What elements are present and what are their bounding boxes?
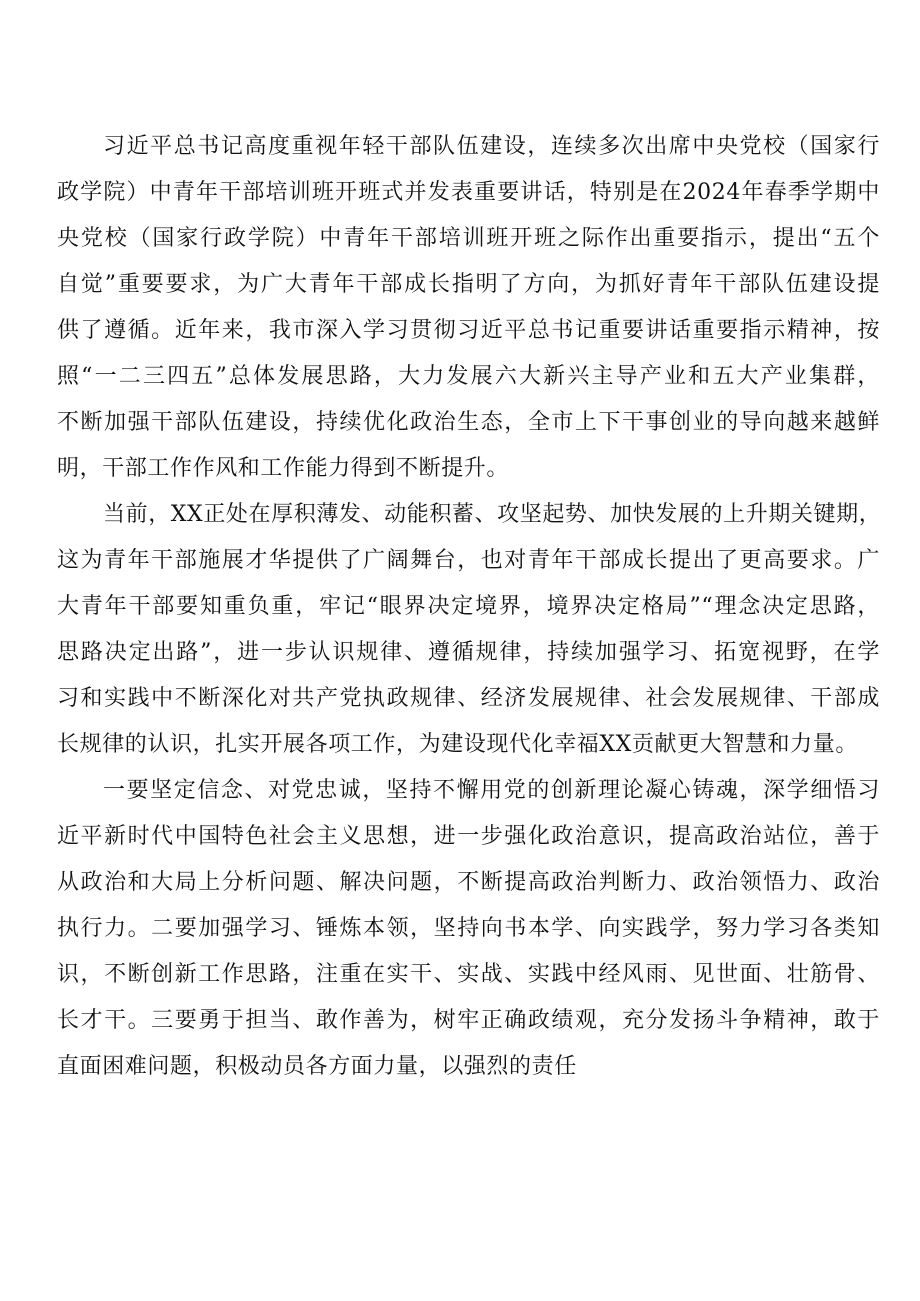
paragraph-2-line-4: 思路决定出路”，进一步认识规律、遵循规律，持续加强学习、拓宽视野，在学 xyxy=(57,640,880,665)
paragraph-1-line-1: 习近平总书记高度重视年轻干部队伍建设，连续多次出席中央党校（国家行 xyxy=(103,134,880,159)
paragraph-2-line-5: 习和实践中不断深化对共产党执政规律、经济发展规律、社会发展规律、干部成 xyxy=(57,686,880,711)
paragraph-1-line-6: 照“一二三四五”总体发展思路，大力发展六大新兴主导产业和五大产业集群， xyxy=(57,364,880,389)
paragraph-1-line-4: 自觉”重要要求，为广大青年干部成长指明了方向，为抓好青年干部队伍建设提 xyxy=(57,272,880,297)
document-body xyxy=(57,124,880,1090)
paragraph-1-line-3: 央党校（国家行政学院）中青年干部培训班开班之际作出重要指示，提出“五个 xyxy=(57,226,880,251)
paragraph-3-line-6: 长才干。三要勇于担当、敢作善为，树牢正确政绩观，充分发扬斗争精神，敢于 xyxy=(57,1008,880,1033)
paragraph-3-line-2: 近平新时代中国特色社会主义思想，进一步强化政治意识，提高政治站位，善于 xyxy=(57,824,880,849)
paragraph-1-line-8: 明，干部工作作风和工作能力得到不断提升。 xyxy=(57,456,510,481)
paragraph-3-line-1: 一要坚定信念、对党忠诚，坚持不懈用党的创新理论凝心铸魂，深学细悟习 xyxy=(103,778,880,803)
paragraph-2-line-1: 当前，XX正处在厚积薄发、动能积蓄、攻坚起势、加快发展的上升期关键期， xyxy=(103,502,882,527)
paragraph-3-line-4: 执行力。二要加强学习、锤炼本领，坚持向书本学、向实践学，努力学习各类知 xyxy=(57,916,880,941)
paragraph-1-line-7: 不断加强干部队伍建设，持续优化政治生态，全市上下干事创业的导向越来越鲜 xyxy=(57,410,880,435)
paragraph-2-line-6: 长规律的认识，扎实开展各项工作，为建设现代化幸福XX贡献更大智慧和力量。 xyxy=(57,732,858,757)
paragraph-3-line-7: 直面困难问题，积极动员各方面力量，以强烈的责任 xyxy=(57,1054,577,1079)
paragraph-2-line-3: 大青年干部要知重负重，牢记“眼界决定境界，境界决定格局”“理念决定思路， xyxy=(57,594,880,619)
paragraph-2-line-2: 这为青年干部施展才华提供了广阔舞台，也对青年干部成长提出了更高要求。广 xyxy=(57,548,880,573)
paragraph-3-line-3: 从政治和大局上分析问题、解决问题，不断提高政治判断力、政治领悟力、政治 xyxy=(57,870,880,895)
paragraph-1-line-2: 政学院）中青年干部培训班开班式并发表重要讲话，特别是在2024年春季学期中 xyxy=(57,180,880,205)
paragraph-3-line-5: 识，不断创新工作思路，注重在实干、实战、实践中经风雨、见世面、壮筋骨、 xyxy=(57,962,880,987)
paragraph-1-line-5: 供了遵循。近年来，我市深入学习贯彻习近平总书记重要讲话重要指示精神，按 xyxy=(57,318,880,343)
